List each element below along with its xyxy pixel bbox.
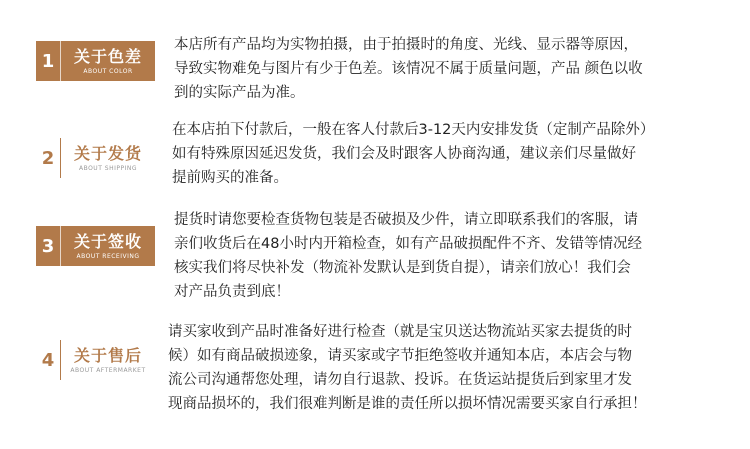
badge-number: 2 bbox=[41, 147, 55, 169]
text-line: 提前购买的准备。 bbox=[172, 170, 288, 186]
badge-title: 关于签收 bbox=[73, 231, 142, 251]
badge-subtitle: ABOUT SHIPPING bbox=[78, 164, 138, 172]
badge-title: 关于售后 bbox=[73, 345, 142, 365]
text-line: 到的实际产品为准。 bbox=[174, 85, 305, 101]
badge-aftermarket bbox=[36, 340, 155, 380]
text-line: 核实我们将尽快补发（物流补发默认是到货自提），请亲们放心！我们会 bbox=[174, 260, 631, 276]
section-text bbox=[172, 118, 654, 190]
text-line: 在本店拍下付款后，一般在客人付款后3-12天内安排发货（定制产品除外） bbox=[172, 122, 655, 138]
badge-subtitle: ABOUT RECEIVING bbox=[76, 252, 140, 260]
badge-shipping bbox=[36, 138, 155, 178]
text-line: 对产品负责到底！ bbox=[174, 284, 290, 300]
text-line: 现商品损坏的，我们很难判断是谁的责任所以损坏情况需要买家自行承担！ bbox=[168, 396, 647, 412]
badge-receiving bbox=[36, 226, 155, 266]
text-line: 提货时请您要检查货物包装是否破损及少件，请立即联系我们的客服，请 bbox=[174, 212, 638, 228]
text-line: 本店所有产品均为实物拍摄，由于拍摄时的角度、光线、显示器等原因， bbox=[174, 37, 638, 53]
text-line: 请买家收到产品时准备好进行检查（就是宝贝送达物流站买家去提货的时 bbox=[168, 324, 632, 340]
badge-number: 3 bbox=[41, 235, 55, 257]
text-line: 流公司沟通帮您处理，请勿自行退款、投诉。在货运站提货后到家里才发 bbox=[168, 372, 632, 388]
text-line: 如有特殊原因延迟发货，我们会及时跟客人协商沟通，建议亲们尽量做好 bbox=[172, 146, 636, 162]
badge-subtitle: ABOUT AFTERMARKET bbox=[70, 366, 146, 374]
badge-number: 4 bbox=[41, 349, 55, 371]
badge-subtitle: ABOUT COLOR bbox=[83, 67, 133, 75]
section-text bbox=[174, 208, 642, 304]
badge-title: 关于色差 bbox=[73, 46, 142, 66]
section-text bbox=[174, 33, 643, 105]
badge-color bbox=[36, 41, 155, 81]
badge-title: 关于发货 bbox=[73, 143, 142, 163]
badge-number: 1 bbox=[41, 50, 55, 72]
text-line: 亲们收货后在48小时内开箱检查，如有产品破损配件不齐、发错等情况经 bbox=[174, 236, 642, 252]
section-text bbox=[168, 320, 647, 416]
text-line: 候）如有商品破损迹象，请买家或字节拒绝签收并通知本店，本店会与物 bbox=[168, 348, 632, 364]
text-line: 导致实物难免与图片有少于色差。该情况不属于质量问题，产品 颜色以收 bbox=[174, 61, 643, 77]
